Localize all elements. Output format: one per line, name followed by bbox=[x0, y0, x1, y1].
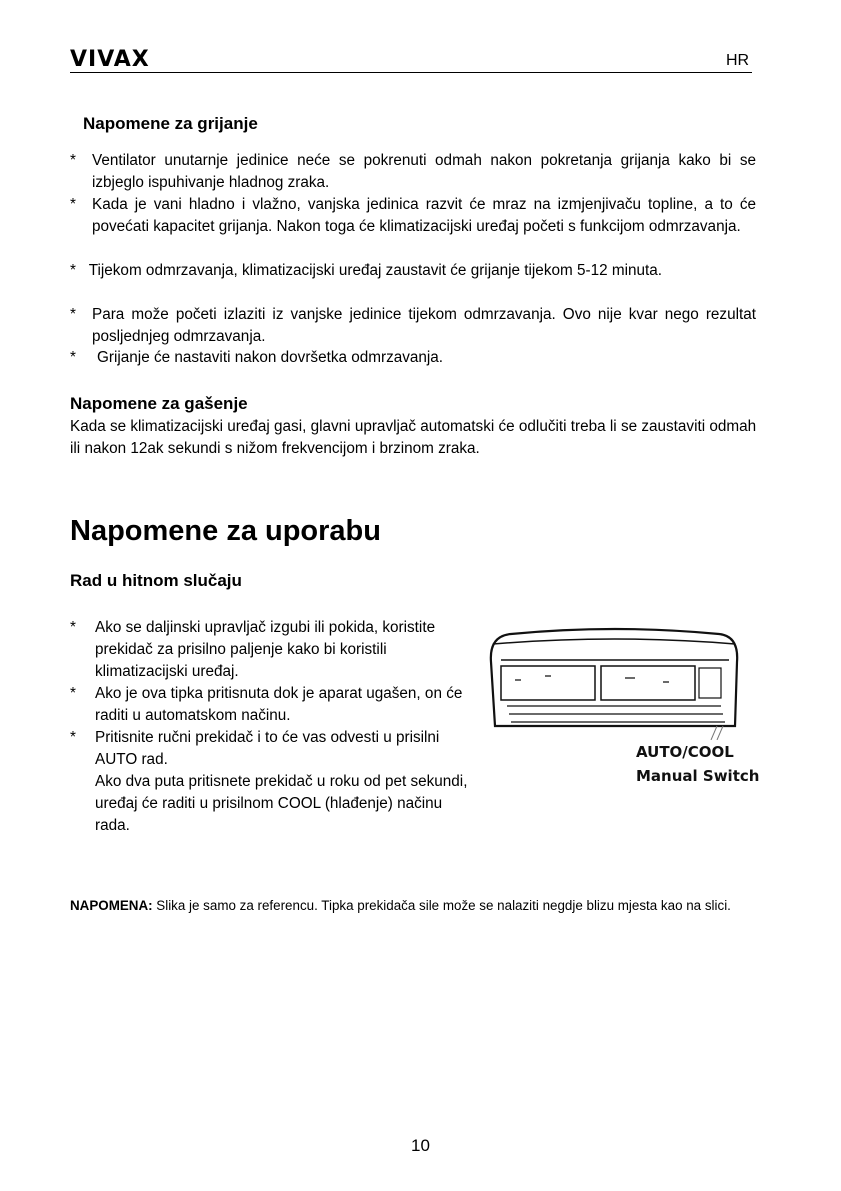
shutdown-notes-text: Kada se klimatizacijski uređaj gasi, glavni upravljač automatski će odlučiti treba li se zaustaviti odmah ili nakon 12ak sekundi s nižom frekvencijom i brzinom zraka. bbox=[70, 418, 757, 457]
heating-notes-title: Napomene za grijanje bbox=[83, 114, 258, 133]
emergency-item-text: Pritisnite ručni prekidač i to će vas odvesti u prisilni AUTO rad. bbox=[95, 729, 440, 768]
emergency-item bbox=[70, 727, 470, 837]
manual-switch-label bbox=[636, 740, 759, 788]
reference-note bbox=[70, 895, 760, 916]
heating-note-item bbox=[70, 347, 756, 369]
page-number: 10 bbox=[411, 1136, 430, 1155]
heating-note-item bbox=[70, 150, 756, 194]
emergency-item bbox=[70, 617, 470, 683]
note-label: NAPOMENA: bbox=[70, 898, 153, 913]
indoor-unit-illustration bbox=[485, 622, 745, 740]
heating-note-item bbox=[70, 304, 756, 348]
emergency-item-text: Ako je ova tipka pritisnuta dok je aparat ugašen, on će raditi u automatskom načinu. bbox=[95, 685, 463, 724]
note-text: Slika je samo za referencu. Tipka prekidača sile može se nalaziti negdje blizu mjesta kao na slici. bbox=[152, 898, 731, 913]
bullet-star: * bbox=[70, 262, 76, 279]
bullet-star: * bbox=[70, 306, 76, 323]
language-code: HR bbox=[726, 52, 750, 69]
shutdown-notes-title: Napomene za gašenje bbox=[70, 394, 248, 413]
manual-switch-label-line1: AUTO/COOL bbox=[636, 743, 734, 761]
bullet-star: * bbox=[70, 685, 76, 702]
heating-note-text: Grijanje će nastaviti nakon dovršetka odmrzavanja. bbox=[97, 349, 444, 366]
header-divider bbox=[70, 72, 752, 73]
emergency-extra-text: Ako dva puta pritisnete prekidač u roku od pet sekundi, uređaj će raditi u prisilnom COOL (hlađenje) načinu rada. bbox=[95, 773, 468, 834]
bullet-star: * bbox=[70, 152, 76, 169]
heating-note-text: Tijekom odmrzavanja, klimatizacijski uređaj zaustavit će grijanje tijekom 5-12 minuta. bbox=[88, 262, 662, 279]
heating-note-text: Kada je vani hladno i vlažno, vanjska jedinica razvit će mraz na izmjenjivaču topline, a to će povećati kapacitet grijanja. Nakon toga će klimatizacijski uređaj početi s funkcijom odmrzavanja. bbox=[92, 196, 756, 235]
heating-note-item bbox=[70, 194, 756, 238]
emergency-operation-title: Rad u hitnom slučaju bbox=[70, 571, 242, 590]
manual-switch-label-line2: Manual Switch bbox=[636, 767, 760, 785]
heating-note-text: Ventilator unutarnje jedinice neće se pokrenuti odmah nakon pokretanja grijanja kako bi se izbjeglo ispuhivanje hladnog zraka. bbox=[92, 152, 756, 191]
emergency-item bbox=[70, 683, 470, 727]
heating-note-item bbox=[70, 260, 756, 282]
heating-note-text: Para može početi izlaziti iz vanjske jedinice tijekom odmrzavanja. Ovo nije kvar nego rezultat posljednjeg odmrzavanja. bbox=[92, 306, 756, 345]
emergency-item-text: Ako se daljinski upravljač izgubi ili pokida, koristite prekidač za prisilno paljenje kako bi koristili klimatizacijski uređaj. bbox=[95, 619, 436, 680]
bullet-star: * bbox=[70, 619, 76, 636]
usage-section-title: Napomene za uporabu bbox=[70, 515, 381, 547]
bullet-star: * bbox=[70, 196, 76, 213]
bullet-star: * bbox=[70, 349, 76, 366]
bullet-star: * bbox=[70, 729, 76, 746]
brand-logo: VIVAX bbox=[70, 47, 150, 72]
